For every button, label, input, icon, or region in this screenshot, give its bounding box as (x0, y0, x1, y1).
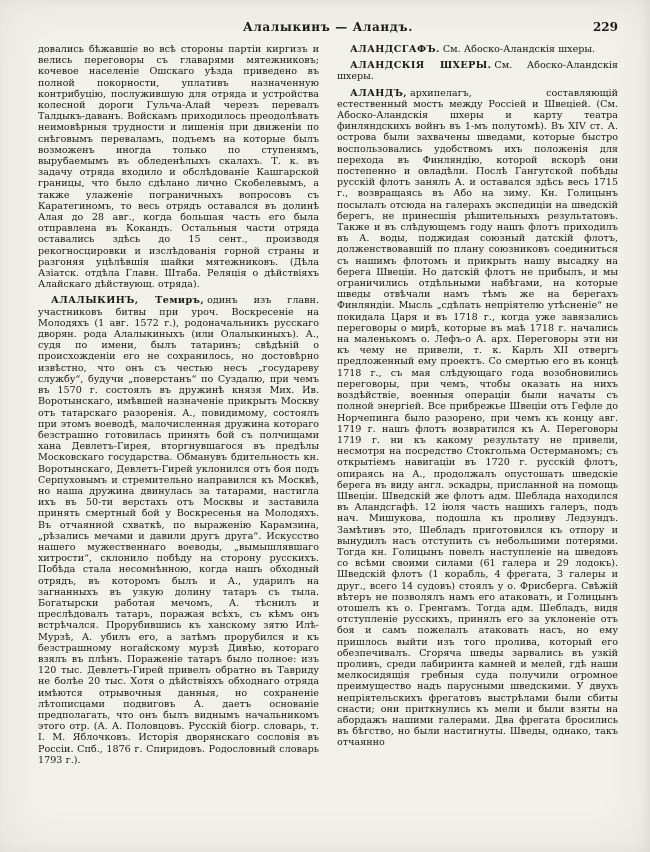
entry-alandsgaf (337, 44, 618, 55)
entry-alandskiya-shkhery (337, 60, 618, 82)
article-alalykin-headword: АЛАЛЫКИНЪ, Темиръ, (51, 295, 205, 307)
article-alalykin (38, 295, 319, 766)
page-number: 229 (592, 20, 618, 34)
left-column (38, 44, 319, 840)
article-aland-headword: АЛАНДЪ, (350, 87, 408, 99)
entry-alandskiya-shkhery-headword: АЛАНДСКІЯ ШХЕРЫ. (350, 60, 492, 72)
article-aland-text: архипелагъ, составляющій естественный мостъ между Россіей и Швеціей. (См. Абоско-Аландскія шхеры и карту театра финляндскихъ войнъ въ 1-мъ полутомѣ). Въ XIV ст. А. острова были захвачены шведами, которые быстро воспользовались удобствомъ ихъ положенія для перехода въ Финляндію, которой вскорѣ они постепенно и овладѣли. Послѣ Гангутской побѣды русскій флотъ занялъ А. и оставался здѣсь весь 1715 г., возвращаясь въ Або на зиму. Кн. Голицынъ посылалъ отсюда на галерахъ экспедиціи на шведскій берегъ, не принесшія рѣшительныхъ результатовъ. Также и въ слѣдующемъ году нашъ флотъ приходилъ въ А. воды, поджидая союзный датскій флотъ, долженствовавшій по плану союзниковъ соединиться съ нашимъ флотомъ и прикрыть нашу высадку на берега Швеціи. Но датскій флотъ не прибылъ, и мы ограничились отдѣльными набѣгами, на которые шведы отвѣчали намъ тѣмъ же на берегахъ Финляндіи. Мысль „сдѣлать непріятелю утѣсненіе“ не покидала Царя и въ 1718 г., когда уже завязались переговоры о мирѣ, которые въ маѣ 1718 г. начались на маленькомъ о. Лефъ-о А. арх. Переговоры эти ни къ чему не привели, т. к. Карлъ XII отвергъ предложенный ему проектъ. Со смертью его въ концѣ 1718 г., съ мая слѣдующаго года возобновились переговоры, при чемъ, чтобы оказать на нихъ воздѣйствіе, военныя операціи были начаты съ полной энергіей. Все прибрежье Швеціи отъ Гефле до Норчепинга было разорено, при чемъ къ концу авг. 1719 г. нашъ флотъ возвратился къ А. Переговоры 1719 г. ни къ какому результату не привели, несмотря на посредство Стокгольма Остерманомъ; съ открытіемъ навигаціи въ 1720 г. русскій флотъ, опираясь на А., продолжалъ опустошать шведскіе берега въ виду англ. эскадры, присланной на помощь Швеціи. Шведскій же флотъ адм. Шеблада находился въ Аландсгафѣ. 12 іюля часть нашихъ галеръ, подъ нач. Мишукова, подошла къ проливу Ледзундъ. Замѣтивъ это, Шебладъ приготовился къ отпору и вынудилъ насъ отступить съ небольшими потерями. Тогда кн. Голицынъ повелъ наступленіе на шведовъ со всѣми своими силами (61 галера и 29 лодокъ). Шведскій флотъ (1 корабль, 4 фрегата, 3 галеры и друг., всего 14 судовъ) стоялъ у о. Фрисберга. Свѣжій вѣтеръ не позволялъ намъ его атаковать, и Голицынъ отошелъ къ о. Гренгамъ. Тогда адм. Шебладъ, видя отступленіе русскихъ, принялъ его за уклоненіе отъ боя и самъ пожелалъ атаковать насъ, но ему пришлось выйти изъ того пролива, который его обезпечивалъ. Сгоряча шведы зарвались въ узкій проливъ, среди лабиринта камней и мелей, гдѣ наши мелкосидящія гребныя суда получили огромное преимущество надъ парусными шведскими. У двухъ непріятельскихъ фрегатовъ выстрѣлами были сбиты снасти; они приткнулись къ мели и были взяты на абордажъ нашими галерами. Два фрегата бросились въ бѣгство, но были настигнуты. Шведы, однако, такъ отчаянно (337, 87, 618, 749)
article-alalykin-text: одинъ изъ главн. участниковъ битвы при уроч. Воскресеніе на Молодяхъ (1 авг. 1572 г.), родоначальникъ русскаго дворян. рода Алалыкиныхъ (или Олалыкиныхъ). А., судя по имени, былъ татаринъ; свѣдѣній о происхожденіи его не сохранилось, но достовѣрно извѣстно, что онъ съ честью несъ „государеву службу“, будучи „поверстанъ“ по Суздалю, при чемъ въ 1570 г. состоялъ въ дружинѣ князя Мих. Ив. Воротынскаго, имѣвшей назначеніе прикрыть Москву отъ татарскаго разоренія. А., повидимому, состоялъ при этомъ воеводѣ, малочисленная дружина котораго безстрашно готовилась принять бой съ полчищами хана Девлетъ-Гирея, вторгнувшагося въ предѣлы Московскаго государства. Обманувъ бдительность кн. Воротынскаго, Девлетъ-Гирей уклонился отъ боя подъ Серпуховымъ и стремительно направился къ Москвѣ, но наша дружина двинулась за татарами, настигла ихъ въ 50-ти верстахъ отъ Москвы и заставила принять смертный бой у Воскресенья на Молодяхъ. Въ отчаянной схваткѣ, по выраженію Карамзина, „рѣзались мечами и давили другъ друга“. Искусство нашего мужественнаго воеводы, „вымышлявшаго хитрости“, склонило побѣду на сторону русскихъ. Побѣда стала несомнѣнною, когда нашъ обходный отрядъ, въ которомъ былъ и А., ударилъ на загнанныхъ въ узкую долину татаръ съ тыла. Богатырски работая мечомъ, А. тѣснилъ и преслѣдовалъ татаръ, поражая всѣхъ, съ кѣмъ онъ встрѣчался. Прорубившись къ ханскому зятю Илѣ-Мурзѣ, А. убилъ его, а затѣмъ прорубился и къ безстрашному ногайскому мурзѣ Дивѣю, котораго взялъ въ плѣнъ. Пораженіе татаръ было полное: изъ 120 тыс. Девлетъ-Гирей привелъ обратно въ Тавриду не болѣе 20 тыс. Хотя о дѣйствіяхъ обходнаго отряда имѣются отрывочныя данныя, но сохраненіе лѣтописцами подвиговъ А. даетъ основаніе предполагать, что онъ былъ виднымъ начальникомъ этого отр. (А. А. Половцовъ. Русскій біогр. словарь, т. I. М. Яблочковъ. Исторія дворянскаго сословія въ Россіи. Спб., 1876 г. Спиридовъ. Родословный словарь 1793 г.). (38, 295, 319, 766)
page-header (38, 20, 618, 36)
entry-alandsgaf-text: См. Абоско-Аландскія шхеры. (442, 44, 596, 55)
entry-alandsgaf-headword: АЛАНДСГАФЪ. (350, 44, 440, 55)
text-columns (38, 44, 618, 840)
continuation-paragraph: довались бѣжавшіе во всѣ стороны партіи киргизъ и велись переговоры съ главарями мятежниковъ; кочевое населеніе Ошскаго уѣзда приведено въ полной покорности, уплативъ назначенную контрибуцію, послужившую для отряда и устройства колесной дороги Гульча-Алай черезъ перевалъ Талдыкъ-даванъ. Войскамъ приходилось преодолѣвать неимовѣрныя трудности и лишенія при движеніи по снѣговымъ переваламъ, подъемъ на которые былъ возможенъ иногда только по ступенямъ, вырубаемымъ въ обледенѣлыхъ скалахъ. Т. к. въ задачу отряда входило и обслѣдованіе Кашгарской границы, что было сдѣлано лично Скобелевымъ, а также улаженіе пограничныхъ вопросовъ съ Каратегиномъ, то весь отрядъ оставался въ долинѣ Алая до 28 авг., когда большая часть его была отправлена въ Кокандъ. Остальныя части отряда оставались здѣсь до 15 сент., производя рекогносцировки и изслѣдованія горной страны и разгоняя уцѣлѣвшія шайки мятежниковъ. (Дѣла Азіатск. отдѣла Главн. Штаба. Реляція о дѣйствіяхъ Алайскаго дѣйствующ. отряда). (38, 44, 319, 291)
entry-alandskiya-shkhery-text: См. Абоско-Аландскія шхеры. (337, 60, 618, 83)
right-column (337, 44, 618, 840)
running-title: Алалыкинъ — Аландъ. (243, 20, 413, 34)
article-aland (337, 88, 618, 749)
